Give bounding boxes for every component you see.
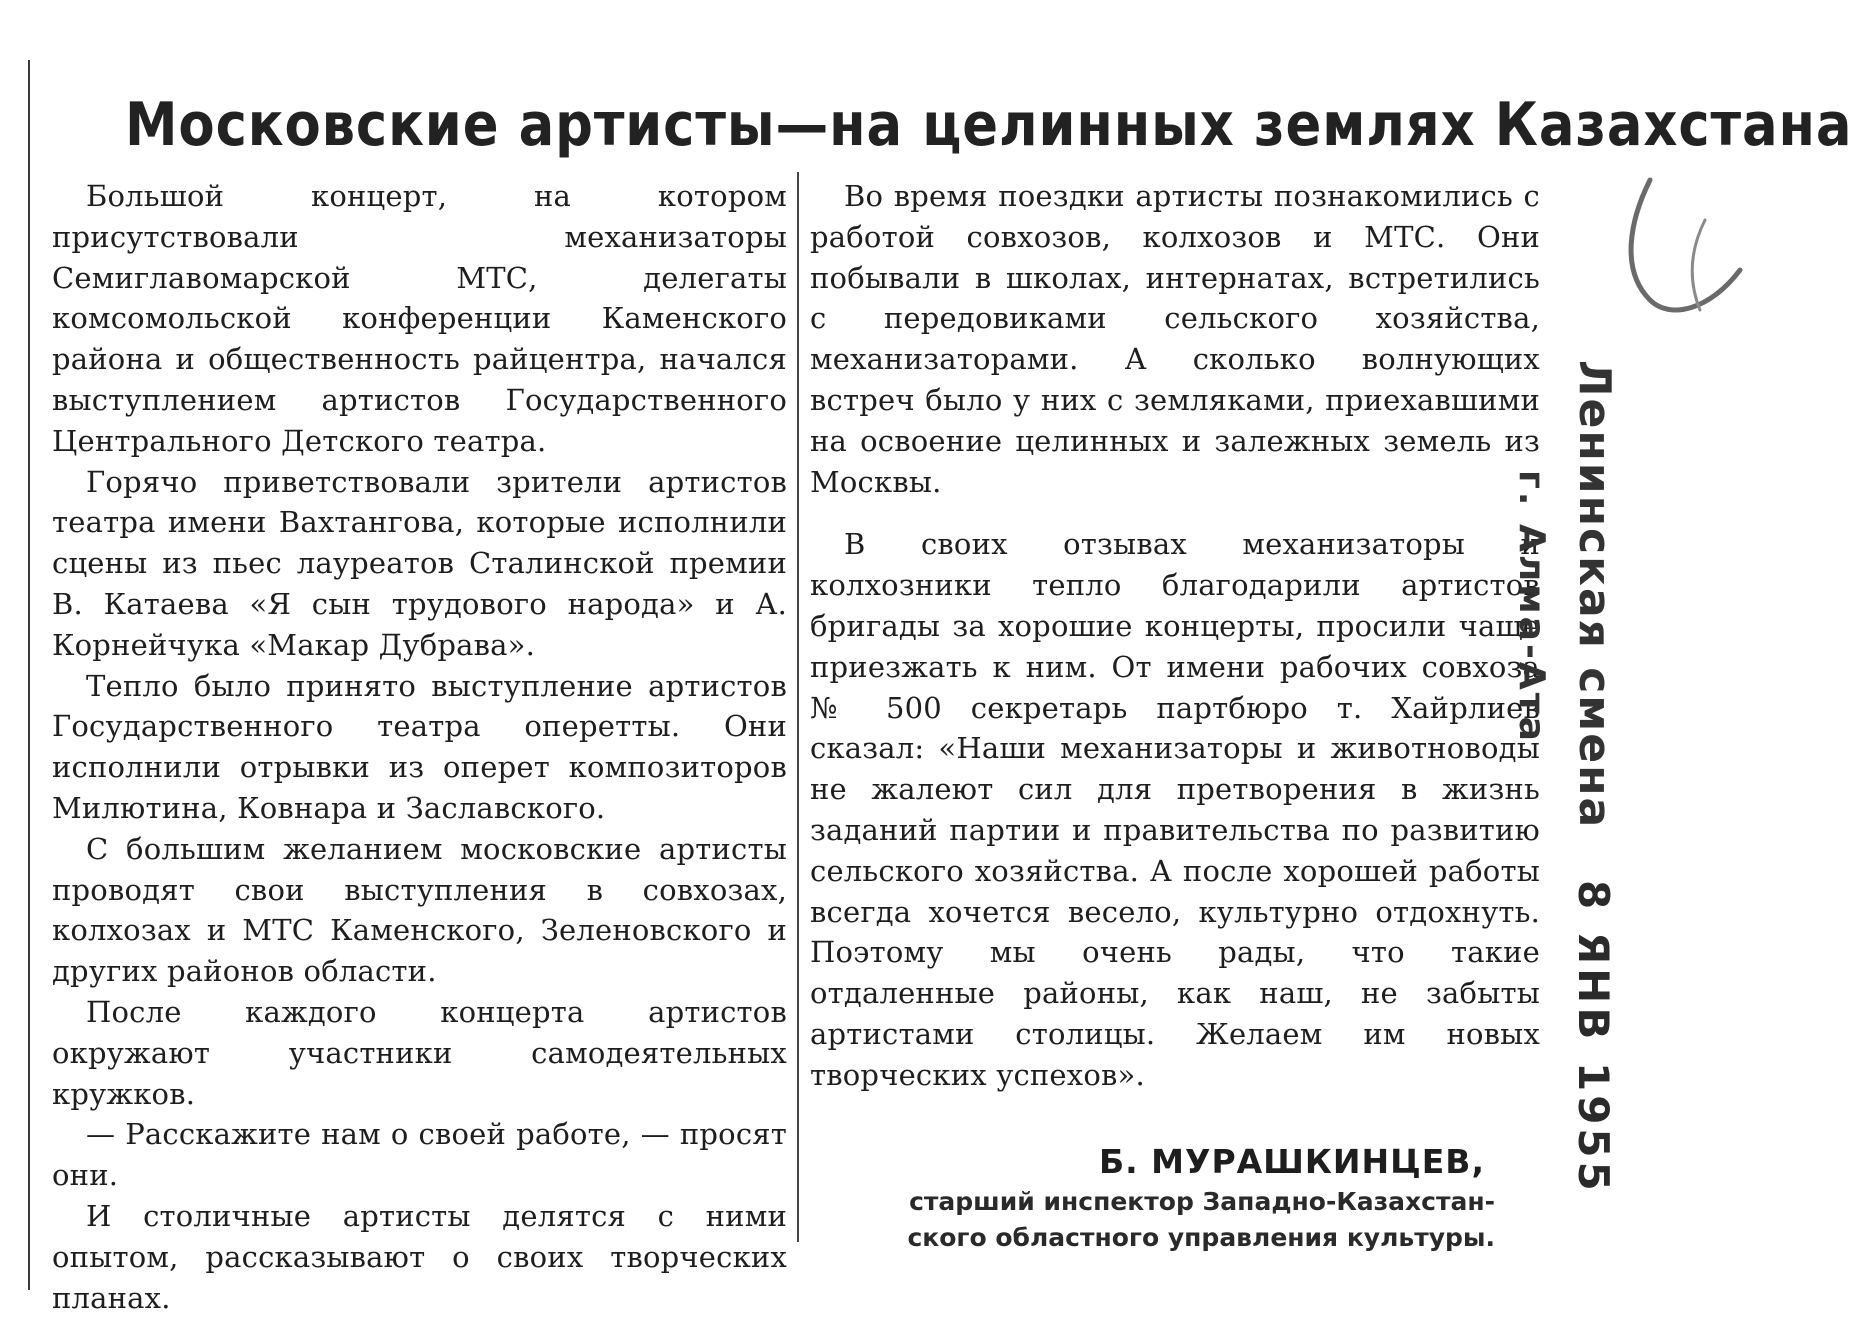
paragraph: В своих отзывах механизаторы и колхозники тепло благодарили артистов бригады за хорошие концерты, просили чаще приезжать к ним. От имени рабочих совхоза № 500 секретарь партбюро т. Хайрлиев сказал: «Наши механизаторы и животноводы не жалеют сил для претворения в жизнь заданий партии и правительства по развитию сельского хозяйства. А после хорошей работы всегда хочется весело, культурно отдохнуть. Поэтому мы очень рады, что такие отдаленные районы, как наш, не забыты артистами столицы. Желаем им новых творческих успехов». — [810, 527, 1540, 1092]
paragraph: После каждого концерта артистов окружают участники самодеятельных кружков. — [52, 994, 787, 1111]
article-column-left — [52, 176, 787, 1318]
author-name: Б. МУРАШКИНЦЕВ, — [1098, 1142, 1485, 1181]
paragraph: Большой концерт, на котором присутствовали механизаторы Семиглавомарской МТС, делегаты комсомольской конференции Каменского района и общественность райцентра, начался выступлением артистов Государственного Центрального Детского театра. — [52, 179, 787, 458]
paragraph: Тепло было принято выступление артистов Государственного театра оперетты. Они исполнили отрывки из оперет композиторов Милютина, Ковнара и Заславского. — [52, 668, 787, 825]
stamp-date: 8 ЯНВ 1955 — [1569, 880, 1618, 1195]
paragraph: С большим желанием московские артисты проводят свои выступления в совхозах, колхозах и МТС Каменского, Зеленовского и других районов области. — [52, 831, 787, 989]
stamp-newspaper-name: Ленинская смена — [1569, 360, 1620, 830]
paragraph: — Расскажите нам о своей работе, — просят они. — [52, 1117, 787, 1193]
paragraph: И столичные артисты делятся с ними опытом, рассказывают о своих творческих планах. — [52, 1198, 787, 1315]
page-left-rule — [28, 60, 30, 1290]
author-signature — [845, 1140, 1525, 1256]
paragraph: Горячо приветствовали зрители артистов театра имени Вахтангова, которые исполнили сцены из пьес лауреатов Сталинской премии В. Катаева «Я сын трудового народа» и А. Корнейчука «Макар Дубрава». — [52, 464, 787, 662]
article-headline: Московские артисты—на целинных землях Казахстана — [125, 90, 1852, 160]
column-divider — [797, 172, 799, 1242]
handwritten-mark-icon — [1610, 160, 1770, 350]
article-column-right — [810, 176, 1540, 1096]
author-title: ского областного управления культуры. — [907, 1223, 1495, 1252]
paragraph: Во время поездки артисты познакомились с работой совхозов, колхозов и МТС. Они побывали в школах, интернатах, встретились с передовиками сельского хозяйства, механизаторами. А сколько волнующих встреч было у них с земляками, приехавшими на освоение целинных и залежных земель из Москвы. — [810, 179, 1540, 499]
author-title: старший инспектор Западно-Казахстан- — [909, 1187, 1495, 1216]
stamp-city: г. Алма-Ата — [1511, 470, 1552, 744]
